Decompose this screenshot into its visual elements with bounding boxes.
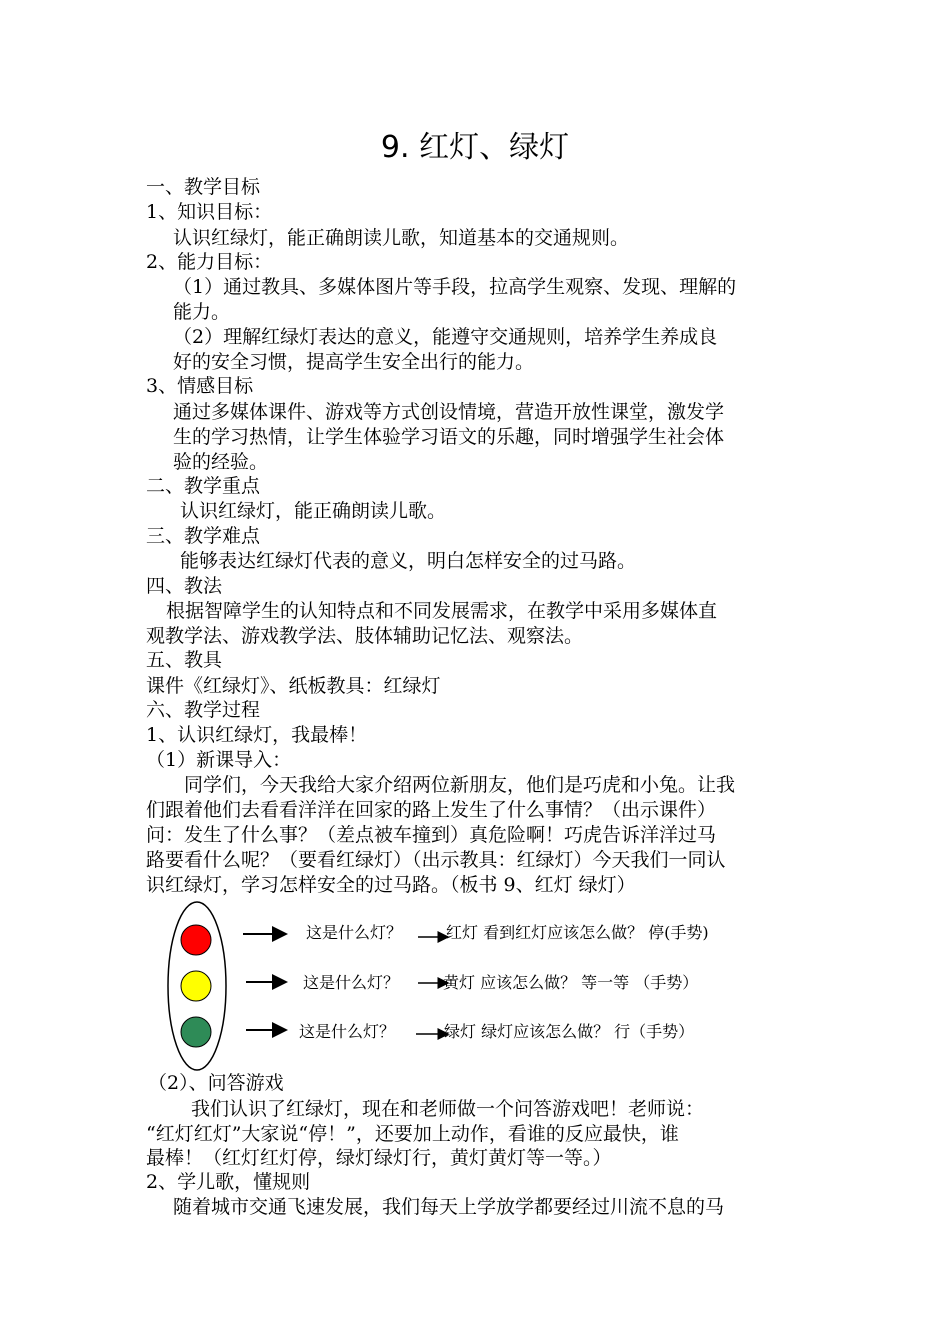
subsection-heading: 1、认识红绿灯，我最棒！	[146, 724, 368, 746]
paragraph-line: “红灯红灯”大家说“停！”，还要加上动作，看谁的反应最快，谁	[146, 1123, 679, 1145]
paragraph-line: （1）通过教具、多媒体图片等手段，拉高学生观察、发现、理解的	[173, 276, 737, 298]
paragraph-line: 最棒！（红灯红灯停，绿灯绿灯行，黄灯黄灯等一等。）	[146, 1147, 612, 1169]
paragraph-line: 问：发生了什么事？（差点被车撞到）真危险啊！巧虎告诉洋洋过马	[146, 824, 717, 846]
subsection-heading: 2、能力目标：	[146, 251, 273, 273]
section-heading: 四、教法	[146, 575, 223, 597]
paragraph-line: 生的学习热情，让学生体验学习语文的乐趣，同时增强学生社会体	[173, 426, 725, 448]
subsection-heading: 2、学儿歌，懂规则	[146, 1171, 311, 1193]
yellow-light-icon	[181, 971, 211, 1001]
subsection-heading: （1）新课导入：	[146, 749, 292, 771]
green-light-icon	[181, 1017, 211, 1047]
paragraph-line: 通过多媒体课件、游戏等方式创设情境，营造开放性课堂，激发学	[173, 401, 725, 423]
light-question: 这是什么灯？	[306, 923, 403, 942]
paragraph-line: 识红绿灯，学习怎样安全的过马路。（板书 9、红灯 绿灯）	[146, 874, 636, 896]
section-heading: 二、教学重点	[146, 475, 261, 497]
paragraph-line: 我们认识了红绿灯，现在和老师做一个问答游戏吧！老师说：	[191, 1098, 705, 1120]
section-heading: 三、教学难点	[146, 525, 261, 547]
section-heading: 一、教学目标	[146, 176, 261, 198]
paragraph-line: 好的安全习惯，提高学生安全出行的能力。	[173, 351, 535, 373]
paragraph-line: （2）理解红绿灯表达的意义，能遵守交通规则，培养学生养成良	[173, 326, 718, 348]
paragraph-line: 随着城市交通飞速发展，我们每天上学放学都要经过川流不息的马	[173, 1196, 725, 1218]
paragraph-line: 验的经验。	[173, 451, 269, 473]
light-question: 这是什么灯？	[303, 973, 400, 992]
section-heading: 六、教学过程	[146, 699, 261, 721]
paragraph-line: 们跟着他们去看看洋洋在回家的路上发生了什么事情？（出示课件）	[146, 799, 717, 821]
light-answer: 绿灯 绿灯应该怎么做？ 行（手势）	[444, 1022, 695, 1041]
paragraph-line: 课件《红绿灯》、纸板教具：红绿灯	[146, 675, 441, 697]
paragraph-line: 认识红绿灯，能正确朗读儿歌，知道基本的交通规则。	[173, 227, 630, 249]
light-question: 这是什么灯？	[299, 1022, 396, 1041]
light-answer: 红灯 看到红灯应该怎么做？ 停(手势)	[446, 923, 709, 942]
subsection-heading: 3、情感目标	[146, 375, 254, 397]
section-heading: 五、教具	[146, 649, 223, 671]
light-answer: 黄灯 应该怎么做？ 等一等 （手势）	[443, 973, 699, 992]
subsection-heading: 1、知识目标：	[146, 201, 273, 223]
page-title: 9. 红灯、绿灯	[380, 130, 570, 165]
paragraph-line: 根据智障学生的认知特点和不同发展需求，在教学中采用多媒体直	[166, 600, 718, 622]
paragraph-line: 能够表达红绿灯代表的意义，明白怎样安全的过马路。	[180, 550, 637, 572]
traffic-light-diagram	[160, 900, 800, 1075]
paragraph-line: 认识红绿灯，能正确朗读儿歌。	[180, 500, 447, 522]
red-light-icon	[181, 925, 211, 955]
paragraph-line: 路要看什么呢？（要看红绿灯）（出示教具：红绿灯）今天我们一同认	[146, 849, 726, 871]
subsection-heading: （2）、问答游戏	[148, 1072, 284, 1094]
paragraph-line: 能力。	[173, 301, 231, 323]
paragraph-line: 观教学法、游戏教学法、肢体辅助记忆法、观察法。	[146, 625, 584, 647]
paragraph-line: 同学们，今天我给大家介绍两位新朋友，他们是巧虎和小兔。让我	[184, 774, 736, 796]
